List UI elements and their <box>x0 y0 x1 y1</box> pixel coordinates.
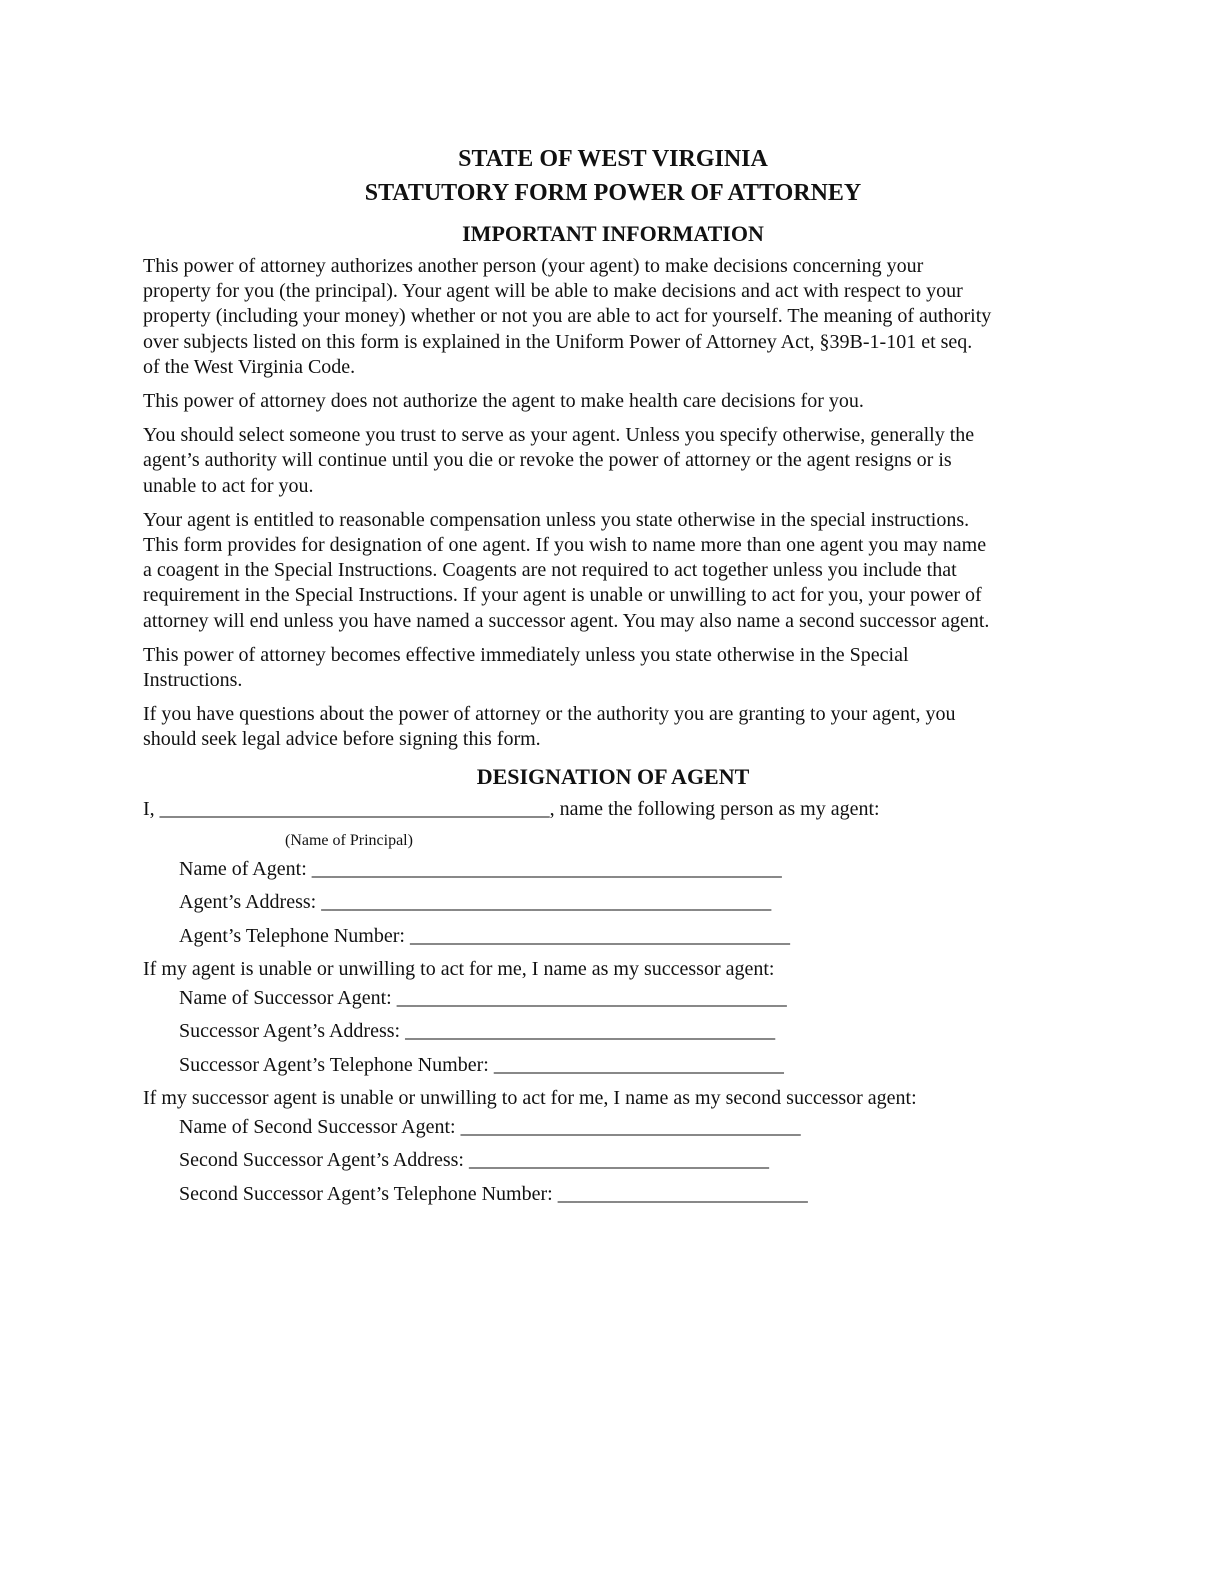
principal-name-line[interactable]: I, _______________________________________, name the following person as my agent: <box>143 797 880 820</box>
info-paragraph-compensation: Your agent is entitled to reasonable compensation unless you state otherwise in the special instructions. This form provides for designation of one agent. If you wish to name more than one agent you may name a coagent in the Special Instructions. Coagents are not required to act together unless you include that requirement in the Special Instructions. If your agent is unable or unwilling to act for you, your power of attorney will end unless you have named a successor agent. You may also name a second successor agent. <box>143 508 990 632</box>
info-paragraph-legal-advice: If you have questions about the power of attorney or the authority you are granting to your agent, you should seek legal advice before signing this form. <box>143 703 956 751</box>
successor-agent-telephone-field[interactable]: Successor Agent’s Telephone Number: _____________________________ <box>179 1053 784 1076</box>
document-title-state: STATE OF WEST VIRGINIA <box>458 146 768 172</box>
agent-telephone-field[interactable]: Agent’s Telephone Number: ______________________________________ <box>179 924 790 947</box>
successor-agent-intro: If my agent is unable or unwilling to act for me, I name as my successor agent: <box>143 957 775 980</box>
document-title-form: STATUTORY FORM POWER OF ATTORNEY <box>364 180 862 206</box>
second-successor-agent-address-field[interactable]: Second Successor Agent’s Address: ______________________________ <box>179 1149 769 1172</box>
designation-of-agent-heading: DESIGNATION OF AGENT <box>476 763 750 789</box>
agent-address-field[interactable]: Agent’s Address: _____________________________________________ <box>179 891 772 914</box>
info-paragraph-effective: This power of attorney becomes effective immediately unless you state otherwise in the Special Instructions. <box>143 643 909 692</box>
info-paragraph-authority: This power of attorney authorizes another person (your agent) to make decisions concerning your property for you (the principal). Your agent will be able to make decisions and act with respect to your property (including your money) whether or not you are able to act for yourself. The meaning of authority over subjects listed on this form is explained in the Uniform Power of Attorney Act, §39B-1-101 et seq. of the West Virginia Code. <box>143 255 992 378</box>
document-page <box>143 142 1083 1215</box>
info-paragraph-health-care: This power of attorney does not authorize the agent to make health care decisions for you. <box>143 390 864 413</box>
principal-name-caption: (Name of Principal) <box>285 831 413 849</box>
info-paragraph-select-agent: You should select someone you trust to serve as your agent. Unless you specify otherwise, generally the agent’s authority will continue until you die or revoke the power of attorney or the agent resigns or is unable to act for you. <box>143 424 975 497</box>
agent-name-field[interactable]: Name of Agent: _______________________________________________ <box>179 857 782 880</box>
second-successor-agent-name-field[interactable]: Name of Second Successor Agent: __________________________________ <box>179 1115 801 1138</box>
important-information-heading: IMPORTANT INFORMATION <box>462 221 764 246</box>
successor-agent-address-field[interactable]: Successor Agent’s Address: _____________________________________ <box>179 1020 776 1043</box>
second-successor-agent-intro: If my successor agent is unable or unwilling to act for me, I name as my second successor agent: <box>143 1086 917 1109</box>
second-successor-agent-telephone-field[interactable]: Second Successor Agent’s Telephone Number: _________________________ <box>179 1182 808 1205</box>
successor-agent-name-field[interactable]: Name of Successor Agent: _______________________________________ <box>179 986 787 1009</box>
